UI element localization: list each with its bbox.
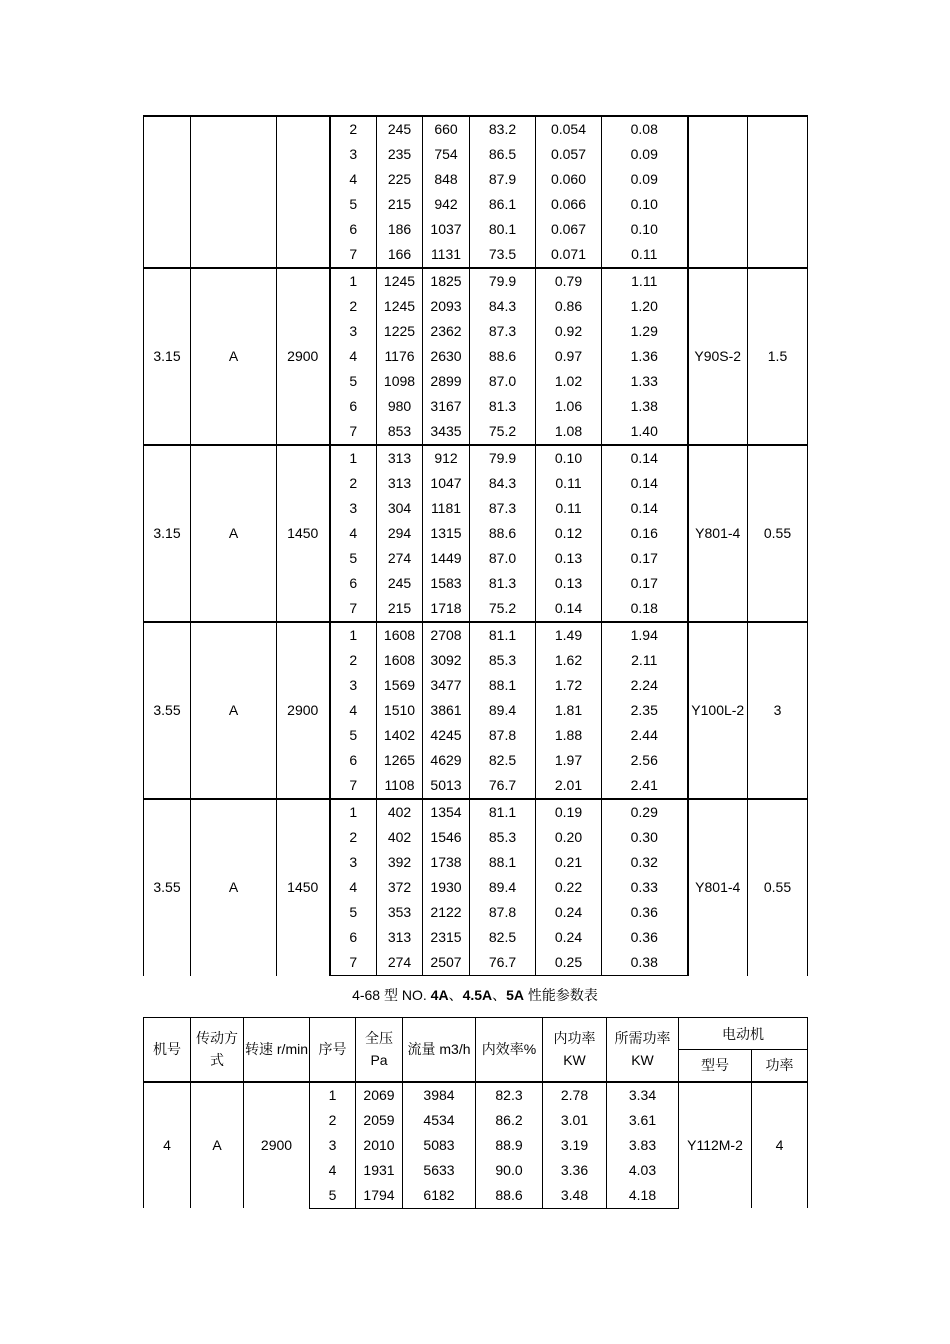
cell-required-power: 0.16 (602, 521, 688, 546)
cell-flow: 942 (423, 192, 470, 217)
cell-pressure: 1176 (377, 344, 423, 369)
cell-drive (191, 116, 277, 268)
cell-pressure: 304 (377, 496, 423, 521)
cell-flow: 2093 (423, 294, 470, 319)
header-pressure: 全压 Pa (356, 1018, 403, 1082)
cell-speed: 1450 (277, 799, 330, 976)
header-speed: 转速 r/min (244, 1018, 310, 1082)
table-row (144, 1082, 808, 1108)
cell-flow: 1583 (423, 571, 470, 596)
cell-inner-power: 0.86 (536, 294, 602, 319)
cell-efficiency: 84.3 (470, 471, 536, 496)
cell-seq: 5 (330, 723, 377, 748)
cell-inner-power: 0.79 (536, 268, 602, 294)
cell-efficiency: 86.2 (476, 1108, 543, 1133)
performance-table-continued (143, 115, 808, 976)
header-drive: 传动方 式 (191, 1018, 244, 1082)
cell-efficiency: 76.7 (470, 950, 536, 976)
cell-flow: 1047 (423, 471, 470, 496)
cell-flow: 6182 (403, 1183, 476, 1209)
header-motor-model: 型号 (679, 1050, 752, 1082)
cell-flow: 5083 (403, 1133, 476, 1158)
cell-seq: 2 (330, 471, 377, 496)
cell-flow: 2315 (423, 925, 470, 950)
cell-efficiency: 75.2 (470, 596, 536, 622)
cell-inner-power: 0.054 (536, 116, 602, 142)
cell-pressure: 274 (377, 950, 423, 976)
cell-inner-power: 0.071 (536, 242, 602, 268)
cell-seq: 7 (330, 950, 377, 976)
cell-pressure: 1108 (377, 773, 423, 799)
cell-seq: 4 (330, 698, 377, 723)
table-row (144, 116, 808, 142)
cell-flow: 2122 (423, 900, 470, 925)
cell-pressure: 166 (377, 242, 423, 268)
cell-efficiency: 83.2 (470, 116, 536, 142)
cell-inner-power: 0.97 (536, 344, 602, 369)
cell-seq: 4 (330, 167, 377, 192)
cell-required-power: 3.61 (607, 1108, 679, 1133)
cell-efficiency: 82.5 (470, 925, 536, 950)
cell-required-power: 4.18 (607, 1183, 679, 1209)
cell-inner-power: 2.01 (536, 773, 602, 799)
cell-speed: 1450 (277, 445, 330, 622)
cell-pressure: 2069 (356, 1082, 403, 1108)
cell-required-power: 3.83 (607, 1133, 679, 1158)
cell-seq: 3 (330, 319, 377, 344)
cell-pressure: 853 (377, 419, 423, 445)
cell-flow: 1181 (423, 496, 470, 521)
cell-flow: 3435 (423, 419, 470, 445)
cell-flow: 2899 (423, 369, 470, 394)
cell-efficiency: 86.5 (470, 142, 536, 167)
cell-seq: 5 (330, 900, 377, 925)
cell-seq: 7 (330, 773, 377, 799)
cell-pressure: 274 (377, 546, 423, 571)
cell-pressure: 372 (377, 875, 423, 900)
cell-inner-power: 1.06 (536, 394, 602, 419)
cell-efficiency: 82.3 (476, 1082, 543, 1108)
cell-machine-no: 3.55 (144, 799, 191, 976)
cell-pressure: 1265 (377, 748, 423, 773)
cell-flow: 1738 (423, 850, 470, 875)
cell-required-power: 0.38 (602, 950, 688, 976)
cell-inner-power: 1.08 (536, 419, 602, 445)
cell-seq: 5 (330, 192, 377, 217)
cell-inner-power: 0.057 (536, 142, 602, 167)
cell-flow: 4629 (423, 748, 470, 773)
cell-efficiency: 87.8 (470, 900, 536, 925)
cell-flow: 754 (423, 142, 470, 167)
cell-seq: 3 (330, 673, 377, 698)
table-row (144, 445, 808, 471)
cell-flow: 912 (423, 445, 470, 471)
cell-seq: 2 (330, 648, 377, 673)
cell-pressure: 2059 (356, 1108, 403, 1133)
cell-flow: 3167 (423, 394, 470, 419)
cell-seq: 6 (330, 217, 377, 242)
header-machine-no: 机号 (144, 1018, 191, 1082)
cell-pressure: 1608 (377, 622, 423, 648)
cell-efficiency: 73.5 (470, 242, 536, 268)
cell-flow: 3477 (423, 673, 470, 698)
cell-inner-power: 0.11 (536, 496, 602, 521)
cell-flow: 1354 (423, 799, 470, 825)
cell-inner-power: 0.066 (536, 192, 602, 217)
cell-flow: 3984 (403, 1082, 476, 1108)
cell-pressure: 1402 (377, 723, 423, 748)
cell-efficiency: 79.9 (470, 268, 536, 294)
cell-inner-power: 0.11 (536, 471, 602, 496)
cell-pressure: 2010 (356, 1133, 403, 1158)
cell-seq: 7 (330, 242, 377, 268)
cell-efficiency: 88.1 (470, 850, 536, 875)
cell-seq: 7 (330, 596, 377, 622)
cell-required-power: 1.20 (602, 294, 688, 319)
cell-flow: 5013 (423, 773, 470, 799)
cell-pressure: 245 (377, 116, 423, 142)
cell-efficiency: 81.3 (470, 394, 536, 419)
cell-pressure: 402 (377, 825, 423, 850)
cell-drive: A (191, 445, 277, 622)
cell-required-power: 0.33 (602, 875, 688, 900)
cell-efficiency: 87.3 (470, 319, 536, 344)
cell-efficiency: 88.6 (470, 521, 536, 546)
cell-speed (277, 116, 330, 268)
cell-flow: 3861 (423, 698, 470, 723)
cell-inner-power: 1.88 (536, 723, 602, 748)
cell-seq: 3 (310, 1133, 356, 1158)
table-caption: 4-68 型 NO. 4A、4.5A、5A 性能参数表 (352, 987, 598, 1003)
cell-required-power: 1.38 (602, 394, 688, 419)
cell-flow: 5633 (403, 1158, 476, 1183)
cell-seq: 3 (330, 142, 377, 167)
cell-inner-power: 1.49 (536, 622, 602, 648)
cell-inner-power: 0.20 (536, 825, 602, 850)
cell-seq: 2 (330, 116, 377, 142)
cell-required-power: 0.29 (602, 799, 688, 825)
cell-inner-power: 1.62 (536, 648, 602, 673)
cell-motor-power: 0.55 (748, 799, 808, 976)
cell-seq: 4 (330, 875, 377, 900)
cell-efficiency: 76.7 (470, 773, 536, 799)
cell-efficiency: 88.9 (476, 1133, 543, 1158)
cell-pressure: 215 (377, 192, 423, 217)
cell-inner-power: 1.02 (536, 369, 602, 394)
cell-pressure: 1931 (356, 1158, 403, 1183)
cell-efficiency: 89.4 (470, 875, 536, 900)
cell-efficiency: 80.1 (470, 217, 536, 242)
cell-pressure: 313 (377, 445, 423, 471)
cell-efficiency: 87.8 (470, 723, 536, 748)
cell-required-power: 1.36 (602, 344, 688, 369)
cell-seq: 5 (330, 546, 377, 571)
cell-efficiency: 87.3 (470, 496, 536, 521)
cell-flow: 848 (423, 167, 470, 192)
cell-pressure: 402 (377, 799, 423, 825)
cell-seq: 1 (330, 799, 377, 825)
cell-flow: 4245 (423, 723, 470, 748)
cell-required-power: 2.44 (602, 723, 688, 748)
cell-motor-power: 4 (752, 1082, 808, 1209)
cell-flow: 660 (423, 116, 470, 142)
cell-motor-power: 0.55 (748, 445, 808, 622)
cell-required-power: 2.41 (602, 773, 688, 799)
cell-required-power: 0.08 (602, 116, 688, 142)
cell-flow: 1718 (423, 596, 470, 622)
cell-inner-power: 0.19 (536, 799, 602, 825)
header-required-power: 所需功率 KW (607, 1018, 679, 1082)
cell-motor-model: Y801-4 (688, 445, 748, 622)
cell-inner-power: 0.067 (536, 217, 602, 242)
cell-inner-power: 0.10 (536, 445, 602, 471)
cell-inner-power: 0.12 (536, 521, 602, 546)
cell-seq: 6 (330, 394, 377, 419)
table-row (144, 622, 808, 648)
cell-seq: 1 (330, 622, 377, 648)
cell-pressure: 1098 (377, 369, 423, 394)
cell-efficiency: 81.1 (470, 799, 536, 825)
cell-efficiency: 87.0 (470, 369, 536, 394)
cell-seq: 4 (330, 521, 377, 546)
cell-pressure: 1245 (377, 268, 423, 294)
cell-required-power: 2.56 (602, 748, 688, 773)
cell-seq: 2 (310, 1108, 356, 1133)
cell-motor-model: Y801-4 (688, 799, 748, 976)
cell-required-power: 0.17 (602, 571, 688, 596)
cell-flow: 2708 (423, 622, 470, 648)
cell-pressure: 186 (377, 217, 423, 242)
cell-seq: 1 (310, 1082, 356, 1108)
cell-required-power: 0.36 (602, 925, 688, 950)
cell-pressure: 313 (377, 925, 423, 950)
cell-required-power: 0.14 (602, 496, 688, 521)
cell-pressure: 1608 (377, 648, 423, 673)
cell-seq: 2 (330, 825, 377, 850)
cell-required-power: 0.30 (602, 825, 688, 850)
cell-pressure: 980 (377, 394, 423, 419)
cell-flow: 1449 (423, 546, 470, 571)
cell-inner-power: 1.81 (536, 698, 602, 723)
cell-required-power: 0.36 (602, 900, 688, 925)
cell-efficiency: 81.1 (470, 622, 536, 648)
cell-inner-power: 1.72 (536, 673, 602, 698)
cell-efficiency: 88.6 (470, 344, 536, 369)
cell-efficiency: 79.9 (470, 445, 536, 471)
cell-required-power: 0.11 (602, 242, 688, 268)
cell-required-power: 0.14 (602, 471, 688, 496)
cell-required-power: 0.14 (602, 445, 688, 471)
cell-seq: 4 (310, 1158, 356, 1183)
header-motor-power: 功率 (752, 1050, 808, 1082)
cell-inner-power: 0.13 (536, 546, 602, 571)
cell-inner-power: 1.97 (536, 748, 602, 773)
cell-pressure: 225 (377, 167, 423, 192)
cell-seq: 7 (330, 419, 377, 445)
cell-flow: 1546 (423, 825, 470, 850)
cell-machine-no: 3.15 (144, 445, 191, 622)
cell-required-power: 2.24 (602, 673, 688, 698)
cell-efficiency: 84.3 (470, 294, 536, 319)
cell-seq: 5 (310, 1183, 356, 1209)
cell-pressure: 1225 (377, 319, 423, 344)
cell-pressure: 1794 (356, 1183, 403, 1209)
cell-flow: 4534 (403, 1108, 476, 1133)
cell-seq: 1 (330, 445, 377, 471)
cell-motor-power (748, 116, 808, 268)
header-efficiency: 内效率% (476, 1018, 543, 1082)
cell-required-power: 4.03 (607, 1158, 679, 1183)
cell-required-power: 1.29 (602, 319, 688, 344)
cell-efficiency: 85.3 (470, 648, 536, 673)
cell-pressure: 215 (377, 596, 423, 622)
cell-required-power: 0.10 (602, 217, 688, 242)
cell-required-power: 0.18 (602, 596, 688, 622)
cell-motor-model: Y90S-2 (688, 268, 748, 445)
cell-required-power: 2.11 (602, 648, 688, 673)
cell-required-power: 0.10 (602, 192, 688, 217)
cell-inner-power: 3.36 (543, 1158, 607, 1183)
cell-pressure: 1510 (377, 698, 423, 723)
cell-required-power: 2.35 (602, 698, 688, 723)
cell-inner-power: 0.13 (536, 571, 602, 596)
cell-machine-no: 3.55 (144, 622, 191, 799)
cell-efficiency: 86.1 (470, 192, 536, 217)
cell-efficiency: 87.9 (470, 167, 536, 192)
cell-pressure: 235 (377, 142, 423, 167)
cell-inner-power: 0.25 (536, 950, 602, 976)
cell-seq: 4 (330, 344, 377, 369)
cell-drive: A (191, 268, 277, 445)
cell-efficiency: 89.4 (470, 698, 536, 723)
cell-required-power: 1.33 (602, 369, 688, 394)
cell-seq: 2 (330, 294, 377, 319)
cell-flow: 1825 (423, 268, 470, 294)
header-inner-power: 内功率 KW (543, 1018, 607, 1082)
cell-inner-power: 0.060 (536, 167, 602, 192)
cell-flow: 1930 (423, 875, 470, 900)
cell-required-power: 1.40 (602, 419, 688, 445)
header-motor: 电动机 (679, 1018, 808, 1050)
cell-inner-power: 0.92 (536, 319, 602, 344)
header-seq: 序号 (310, 1018, 356, 1082)
cell-flow: 1131 (423, 242, 470, 268)
cell-pressure: 1245 (377, 294, 423, 319)
cell-pressure: 245 (377, 571, 423, 596)
cell-inner-power: 3.01 (543, 1108, 607, 1133)
cell-inner-power: 0.21 (536, 850, 602, 875)
cell-seq: 6 (330, 571, 377, 596)
cell-seq: 1 (330, 268, 377, 294)
cell-required-power: 0.32 (602, 850, 688, 875)
cell-motor-model (688, 116, 748, 268)
cell-required-power: 0.09 (602, 142, 688, 167)
cell-seq: 6 (330, 925, 377, 950)
cell-required-power: 3.34 (607, 1082, 679, 1108)
cell-inner-power: 0.14 (536, 596, 602, 622)
cell-required-power: 1.94 (602, 622, 688, 648)
cell-inner-power: 2.78 (543, 1082, 607, 1108)
header-flow: 流量 m3/h (403, 1018, 476, 1082)
cell-motor-power: 1.5 (748, 268, 808, 445)
table-row (144, 799, 808, 825)
cell-machine-no: 4 (144, 1082, 191, 1209)
cell-pressure: 313 (377, 471, 423, 496)
cell-drive: A (191, 622, 277, 799)
cell-pressure: 392 (377, 850, 423, 875)
cell-efficiency: 90.0 (476, 1158, 543, 1183)
cell-machine-no: 3.15 (144, 268, 191, 445)
cell-motor-model: Y112M-2 (679, 1082, 752, 1209)
cell-flow: 2507 (423, 950, 470, 976)
cell-efficiency: 75.2 (470, 419, 536, 445)
cell-required-power: 0.17 (602, 546, 688, 571)
cell-seq: 6 (330, 748, 377, 773)
cell-efficiency: 87.0 (470, 546, 536, 571)
cell-flow: 2362 (423, 319, 470, 344)
cell-seq: 5 (330, 369, 377, 394)
cell-flow: 1315 (423, 521, 470, 546)
cell-motor-power: 3 (748, 622, 808, 799)
cell-speed: 2900 (277, 622, 330, 799)
cell-inner-power: 3.19 (543, 1133, 607, 1158)
cell-seq: 3 (330, 850, 377, 875)
cell-flow: 1037 (423, 217, 470, 242)
cell-motor-model: Y100L-2 (688, 622, 748, 799)
cell-pressure: 353 (377, 900, 423, 925)
cell-drive: A (191, 1082, 244, 1209)
cell-pressure: 294 (377, 521, 423, 546)
cell-efficiency: 82.5 (470, 748, 536, 773)
cell-speed: 2900 (244, 1082, 310, 1209)
cell-drive: A (191, 799, 277, 976)
cell-flow: 3092 (423, 648, 470, 673)
cell-efficiency: 88.6 (476, 1183, 543, 1209)
cell-flow: 2630 (423, 344, 470, 369)
cell-machine-no (144, 116, 191, 268)
cell-efficiency: 88.1 (470, 673, 536, 698)
cell-inner-power: 0.24 (536, 925, 602, 950)
cell-efficiency: 81.3 (470, 571, 536, 596)
cell-seq: 3 (330, 496, 377, 521)
cell-speed: 2900 (277, 268, 330, 445)
cell-required-power: 1.11 (602, 268, 688, 294)
cell-efficiency: 85.3 (470, 825, 536, 850)
cell-pressure: 1569 (377, 673, 423, 698)
performance-table-4a (143, 1017, 808, 1209)
cell-inner-power: 3.48 (543, 1183, 607, 1209)
table-row (144, 268, 808, 294)
cell-inner-power: 0.24 (536, 900, 602, 925)
cell-inner-power: 0.22 (536, 875, 602, 900)
cell-required-power: 0.09 (602, 167, 688, 192)
